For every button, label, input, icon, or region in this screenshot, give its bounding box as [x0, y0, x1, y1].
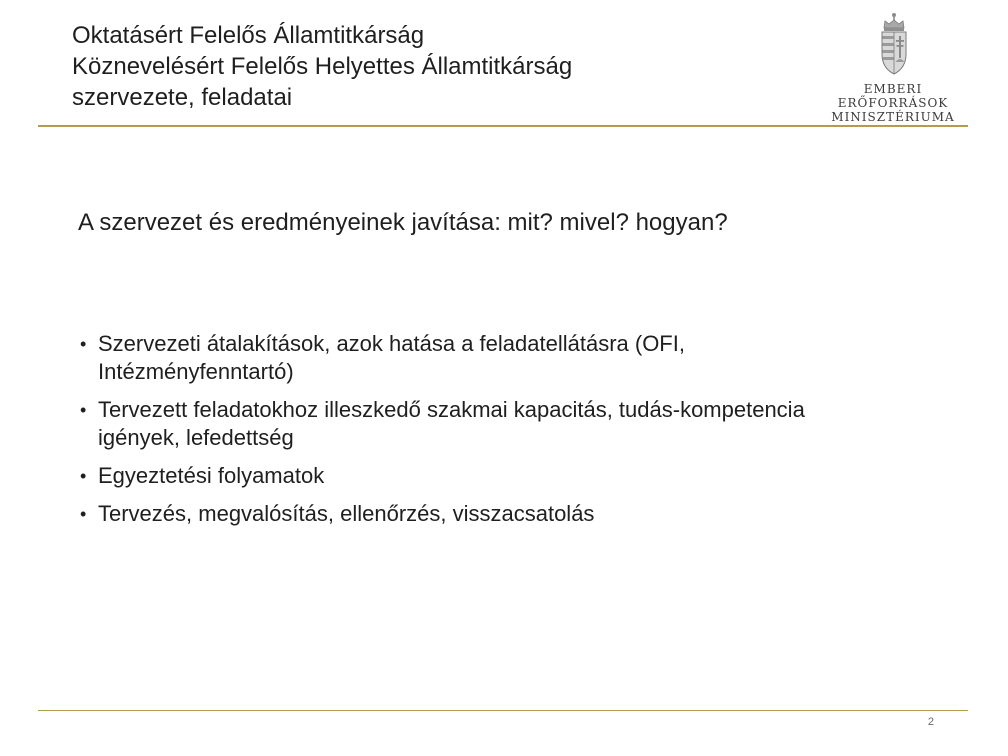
- logo-line-2: MINISZTÉRIUMA: [831, 110, 955, 124]
- logo-text: [818, 82, 968, 124]
- title-line-1: Oktatásért Felelős Államtitkárság: [72, 22, 425, 49]
- bullet-text: Szervezeti átalakítások, azok hatása a feladatellátásra (OFI, Intézményfenntartó): [98, 331, 685, 384]
- bullet-list: [78, 330, 818, 538]
- ministry-logo: [818, 12, 968, 124]
- header-divider: [38, 125, 968, 127]
- bullet-icon: •: [80, 504, 87, 524]
- title-line-2: Köznevelésért Felelős Helyettes Államtitkárság: [72, 53, 573, 80]
- page-title: [72, 20, 732, 113]
- page-number: 2: [927, 716, 934, 728]
- footer-divider: [38, 710, 968, 711]
- title-line-3: szervezete, feladatai: [72, 84, 293, 111]
- list-item: [78, 500, 818, 528]
- list-item: [78, 396, 818, 452]
- bullet-text: Tervezett feladatokhoz illeszkedő szakmai kapacitás, tudás-kompetencia igények, lefedettség: [98, 397, 805, 450]
- bullet-icon: •: [80, 400, 87, 420]
- hungarian-coat-of-arms-icon: [876, 12, 912, 78]
- bullet-text: Tervezés, megvalósítás, ellenőrzés, visszacsatolás: [98, 501, 595, 526]
- slide-subtitle: A szervezet és eredményeinek javítása: mit? mivel? hogyan?: [78, 209, 728, 236]
- logo-line-1: EMBERI ERŐFORRÁSOK: [837, 82, 949, 110]
- bullet-icon: •: [80, 466, 87, 486]
- bullet-icon: •: [80, 334, 87, 354]
- list-item: [78, 330, 818, 386]
- list-item: [78, 462, 818, 490]
- bullet-text: Egyeztetési folyamatok: [98, 463, 325, 488]
